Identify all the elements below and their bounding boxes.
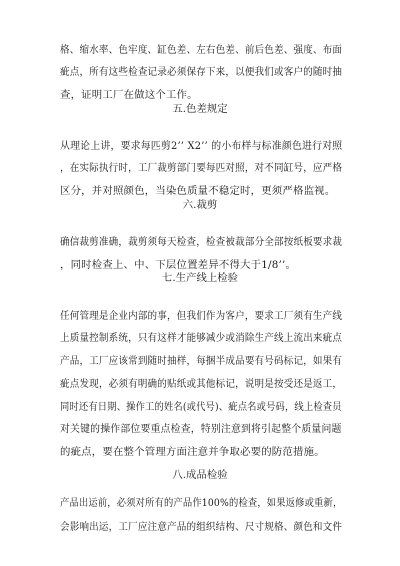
body-text-line: 疵点，所有这些检查记录必须保存下来，以便我们或客户的随时抽 <box>60 66 343 78</box>
body-text-line: 查，证明工厂在做这个工作。 <box>60 89 198 101</box>
body-text-line: 区分，并对照颜色，当染色质量不稳定时，更须严格监视。 <box>60 185 336 197</box>
body-text-line: ，在实际执行时，工厂裁剪部门要每匹对照，对不同缸号，应严格 <box>60 162 343 174</box>
body-text-line: 任何管理是企业内部的事，但我们作为客户，要求工厂须有生产线 <box>60 310 343 322</box>
body-text-line: 确信裁剪准确，裁剪须每天检查，检查被裁部分全部按纸板要求裁 <box>60 236 343 248</box>
body-text-line: 产品出运前，必须对所有的产品作100%的检查，如果返修或重新， <box>60 497 343 509</box>
body-text-line: 的疵点，要在整个管理方面注意并争取必要的防范措施。 <box>60 446 325 458</box>
body-text-line: ，同时检查上、中、下层位置差异不得大于1/8’’。 <box>60 259 297 271</box>
section-heading-cutting: 六.裁剪 <box>182 199 218 211</box>
body-text-line: 同时还有日期、操作工的姓名(或代号)、疵点名或号码，线上检查员 <box>60 401 342 413</box>
body-text-line: 疵点发现，必须有明确的贴纸或其他标记，说明是按受还是返工， <box>60 378 343 390</box>
section-heading-final-inspection: 八.成品检验 <box>172 469 228 481</box>
section-heading-color-difference: 五.色差规定 <box>172 103 228 115</box>
body-text-line: 产品，工厂应该常到随时抽样，每捆半成品要有号码标记，如果有 <box>60 355 343 367</box>
body-text-line: 会影响出运，工厂应注意产品的组织结构、尺寸规格、颜色和文件 <box>60 521 343 533</box>
body-text-line: 从理论上讲，要求每匹剪2’’ X2’’ 的小布样与标准颜色进行对照 <box>60 140 343 152</box>
body-text-line: 格、缩水率、色牢度、缸色差、左右色差、前后色差、强度、布面 <box>60 44 343 56</box>
body-text-line: 对关键的操作部位要重点检查，特别注意到将引起整个质量问题 <box>60 423 342 435</box>
body-text-line: 上质量控制系统，只有这样才能够减少或消除生产线上流出来疵点 <box>60 332 343 344</box>
section-heading-line-inspection: 七.生产线上检验 <box>161 272 239 284</box>
